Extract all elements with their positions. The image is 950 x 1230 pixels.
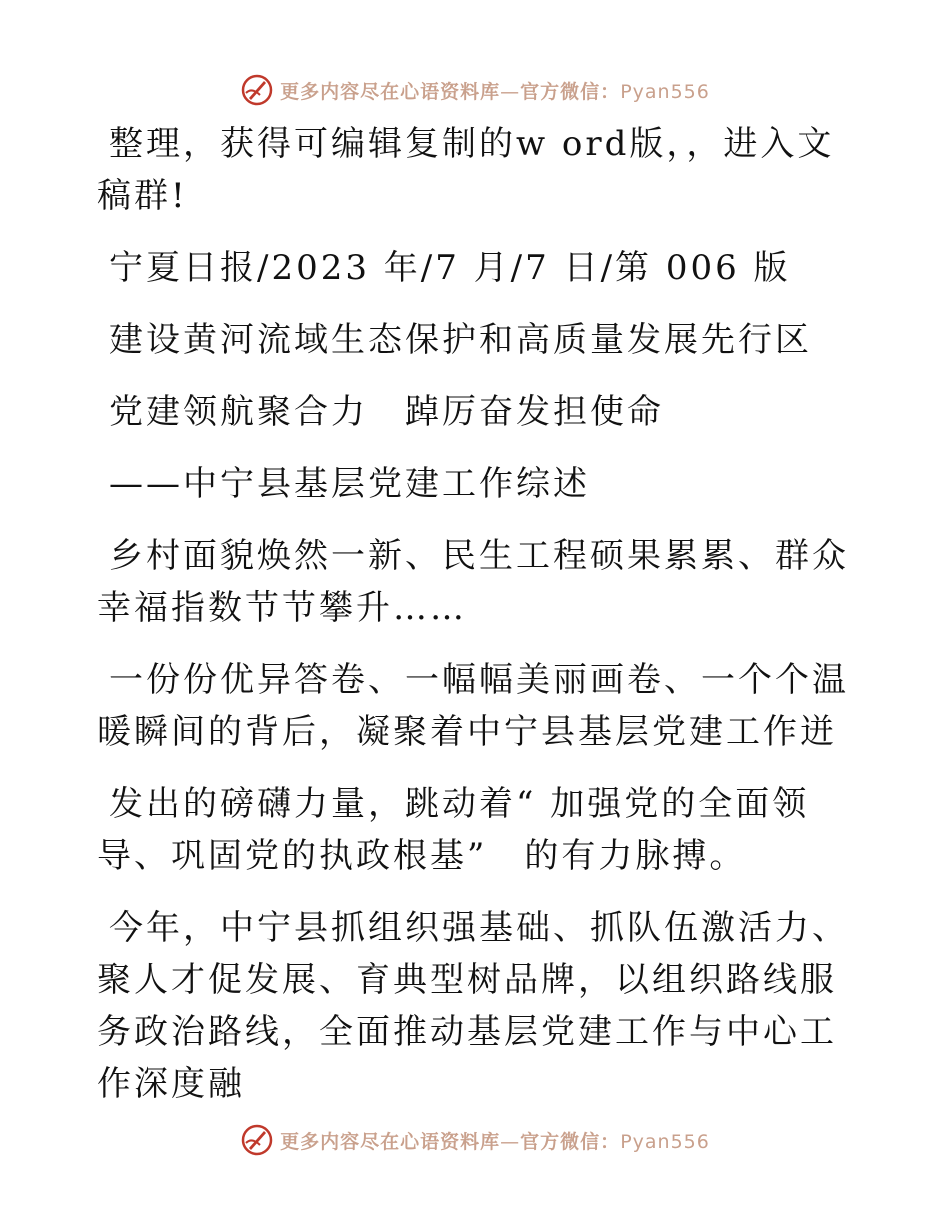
paragraph-intro: 整理，获得可编辑复制的w ord版，，进入文稿群!	[97, 124, 835, 216]
paragraph-body-4: 今年，中宁县抓组织强基础、抓队伍激活力、聚人才促发展、育典型树品牌，以组织路线服务政治路线，全面推动基层党建工作与中心工作深度融	[97, 908, 849, 1104]
document-body	[97, 118, 857, 1130]
quill-logo-icon	[240, 1123, 274, 1157]
paragraph-body-2: 一份份优异答卷、一幅幅美丽画卷、一个个温暖瞬间的背后，凝聚着中宁县基层党建工作迸	[97, 660, 849, 752]
watermark-site-name: 更多内容尽在心语资料库	[280, 1130, 501, 1153]
header-watermark	[0, 70, 950, 110]
watermark-label: 官方微信：	[520, 1130, 621, 1153]
watermark-text	[280, 1127, 710, 1154]
watermark-handle: Pyan556	[620, 1130, 710, 1153]
paragraph-body-1: 乡村面貌焕然一新、民生工程硕果累累、群众幸福指数节节攀升……	[97, 536, 849, 628]
paragraph-source: 宁夏日报/2023 年/7 月/7 日/第 006 版	[109, 248, 791, 288]
watermark-label: 官方微信：	[520, 80, 621, 103]
paragraph-title: 党建领航聚合力 踔厉奋发担使命	[109, 392, 664, 432]
watermark-handle: Pyan556	[620, 80, 710, 103]
watermark-separator: —	[500, 80, 521, 103]
watermark-site-name: 更多内容尽在心语资料库	[280, 80, 501, 103]
quill-logo-icon	[240, 73, 274, 107]
paragraph-subtitle: ——中宁县基层党建工作综述	[109, 464, 590, 504]
paragraph-section-heading: 建设黄河流域生态保护和高质量发展先行区	[109, 320, 812, 360]
watermark-separator: —	[500, 1130, 521, 1153]
footer-watermark	[0, 1120, 950, 1160]
watermark-text	[280, 77, 710, 104]
paragraph-body-3: 发出的磅礴力量，跳动着“ 加强党的全面领导、巩固党的执政根基” 的有力脉搏。	[97, 784, 810, 876]
